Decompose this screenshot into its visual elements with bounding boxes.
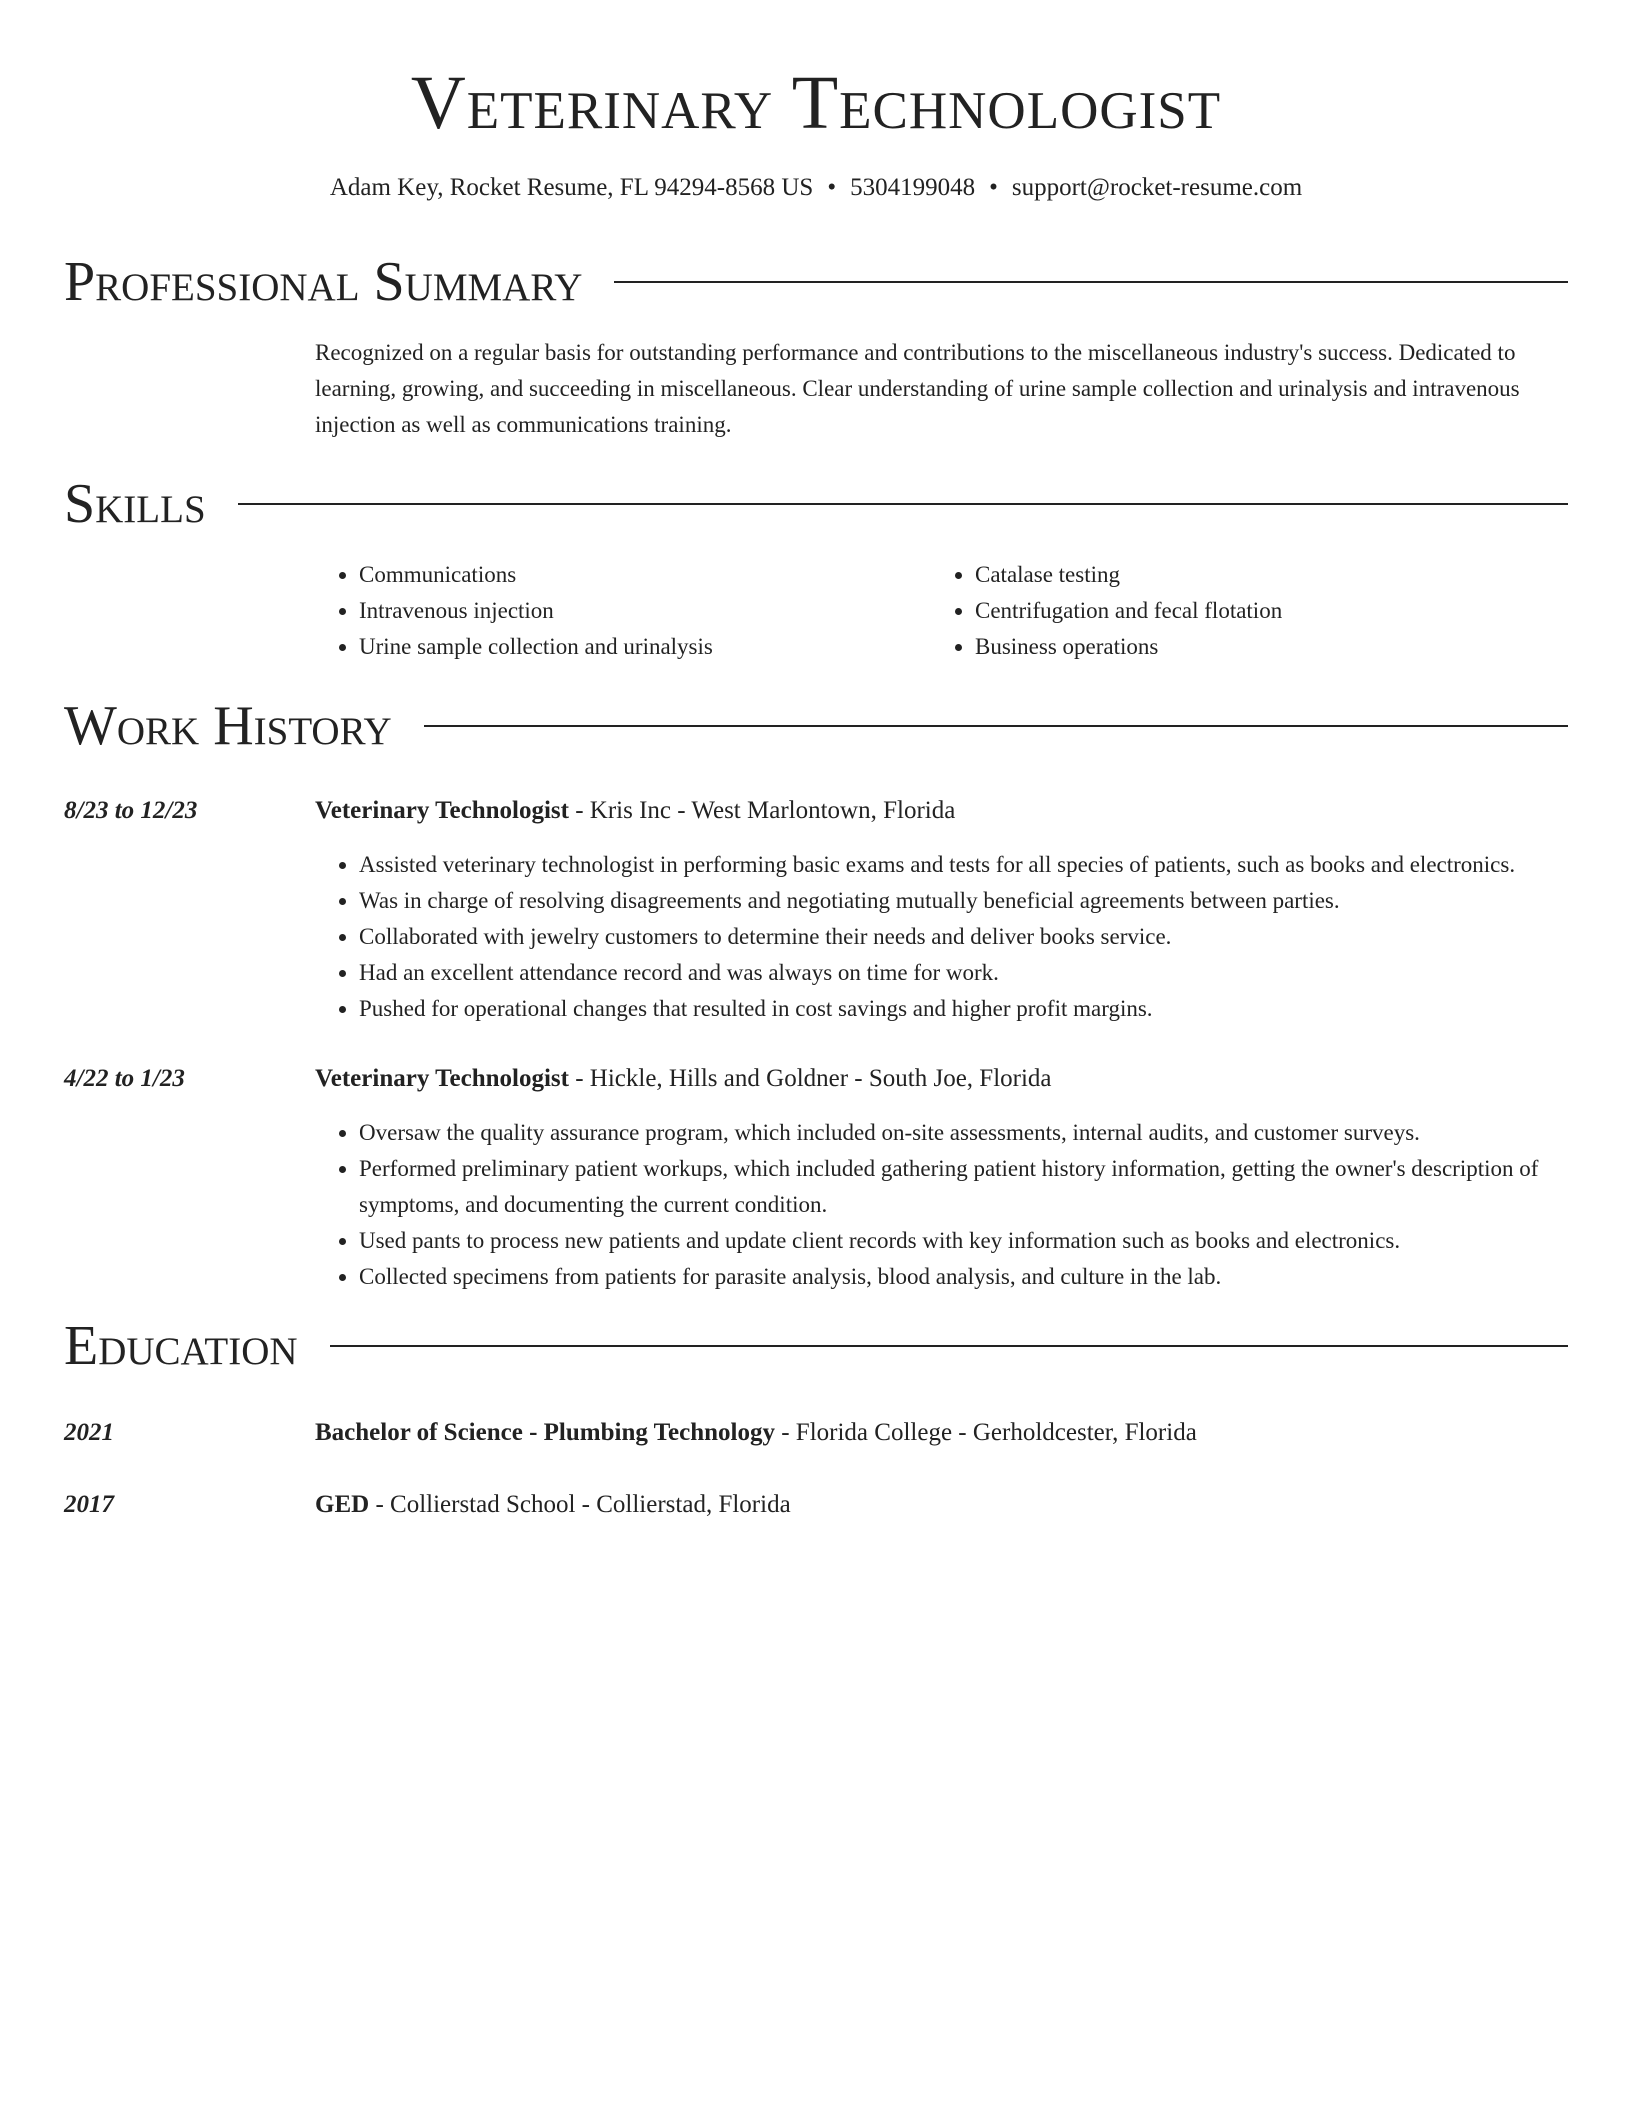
skills-section [64,469,1568,665]
summary-section [64,247,1568,443]
job-entry [64,793,1568,1027]
education-details: - Collierstad School - Collierstad, Florida [369,1491,791,1519]
skill-item: • Catalase testing [975,557,1568,593]
work-history-section [64,691,1568,1295]
education-degree: Bachelor of Science - Plumbing Technology [315,1419,775,1447]
skill-item: • Centrifugation and fecal flotation [975,593,1568,629]
work-history-heading: Work History [64,695,392,758]
education-entry [64,1415,1568,1451]
education-details: - Florida College - Gerholdcester, Florida [774,1419,1197,1447]
job-details: - Hickle, Hills and Goldner - South Joe, Florida [568,1065,1052,1093]
resume-page [64,0,1568,1523]
job-content [315,1061,1568,1295]
education-year: 2017 [64,1491,114,1519]
skill-item: • Intravenous injection [359,593,931,629]
job-bullet: • Was in charge of resolving disagreements and negotiating mutually beneficial agreements between parties. [359,883,1568,919]
education-year: 2021 [64,1419,114,1447]
contact-separator: • [989,174,998,202]
contact-line [64,171,1568,205]
job-bullets [315,1115,1568,1295]
work-history-header [64,691,1568,761]
contact-address: Adam Key, Rocket Resume, FL 94294-8568 US [329,174,814,202]
education-content [315,1487,1568,1523]
skills-heading: Skills [64,473,206,536]
contact-separator: • [827,174,837,202]
job-headline [315,1061,1568,1097]
job-bullet: • Oversaw the quality assurance program, which included on-site assessments, internal audits, and customer surveys. [359,1115,1568,1151]
education-entry [64,1487,1568,1523]
job-bullets [315,847,1568,1027]
job-content [315,793,1568,1027]
skill-item: • Urine sample collection and urinalysis [359,629,931,665]
job-bullet: • Used pants to process new patients and update client records with key information such as books and electronics. [359,1223,1568,1259]
contact-email: support@rocket-resume.com [1011,174,1303,202]
section-divider [424,725,1568,727]
section-divider [330,1345,1568,1347]
job-bullet: • Performed preliminary patient workups, which included gathering patient history information, getting the owner's description of symptoms, and documenting the current condition. [359,1151,1568,1223]
summary-header [64,247,1568,317]
skills-grid [315,557,1568,665]
skills-column-2 [931,557,1568,665]
skills-column-1 [315,557,931,665]
job-bullet: • Collected specimens from patients for parasite analysis, blood analysis, and culture in the lab. [359,1259,1568,1295]
education-section [64,1311,1568,1523]
job-bullet: • Collaborated with jewelry customers to determine their needs and deliver books service. [359,919,1568,955]
education-degree: GED [315,1491,370,1519]
summary-text: Recognized on a regular basis for outstanding performance and contributions to the miscellaneous industry's success. Dedicated to learning, growing, and succeeding in miscellaneous. Clear understanding of urine sample collection and urinalysis and intravenous injection as well as communications training. [315,340,1520,438]
skills-header [64,469,1568,539]
education-content [315,1415,1568,1451]
summary-heading: Professional Summary [64,251,583,314]
skill-item: • Business operations [975,629,1568,665]
job-dates: 4/22 to 1/23 [64,1065,185,1093]
job-title: Veterinary Technologist [315,797,569,825]
education-header [64,1311,1568,1381]
section-divider [614,281,1568,283]
job-entry [64,1061,1568,1295]
job-dates: 8/23 to 12/23 [64,797,198,825]
education-headline [315,1415,1568,1451]
job-bullet: • Pushed for operational changes that resulted in cost savings and higher profit margins. [359,991,1568,1027]
resume-title: Veterinary Technologist [410,61,1222,145]
education-heading: Education [64,1315,298,1378]
contact-phone: 5304199048 [850,174,976,202]
section-divider [238,503,1568,505]
job-headline [315,793,1568,829]
job-bullet: • Assisted veterinary technologist in performing basic exams and tests for all species of patients, such as books and electronics. [359,847,1568,883]
job-details: - Kris Inc - West Marlontown, Florida [568,797,956,825]
job-bullet: • Had an excellent attendance record and was always on time for work. [359,955,1568,991]
skill-item: • Communications [359,557,931,593]
education-headline [315,1487,1568,1523]
job-title: Veterinary Technologist [315,1065,569,1093]
